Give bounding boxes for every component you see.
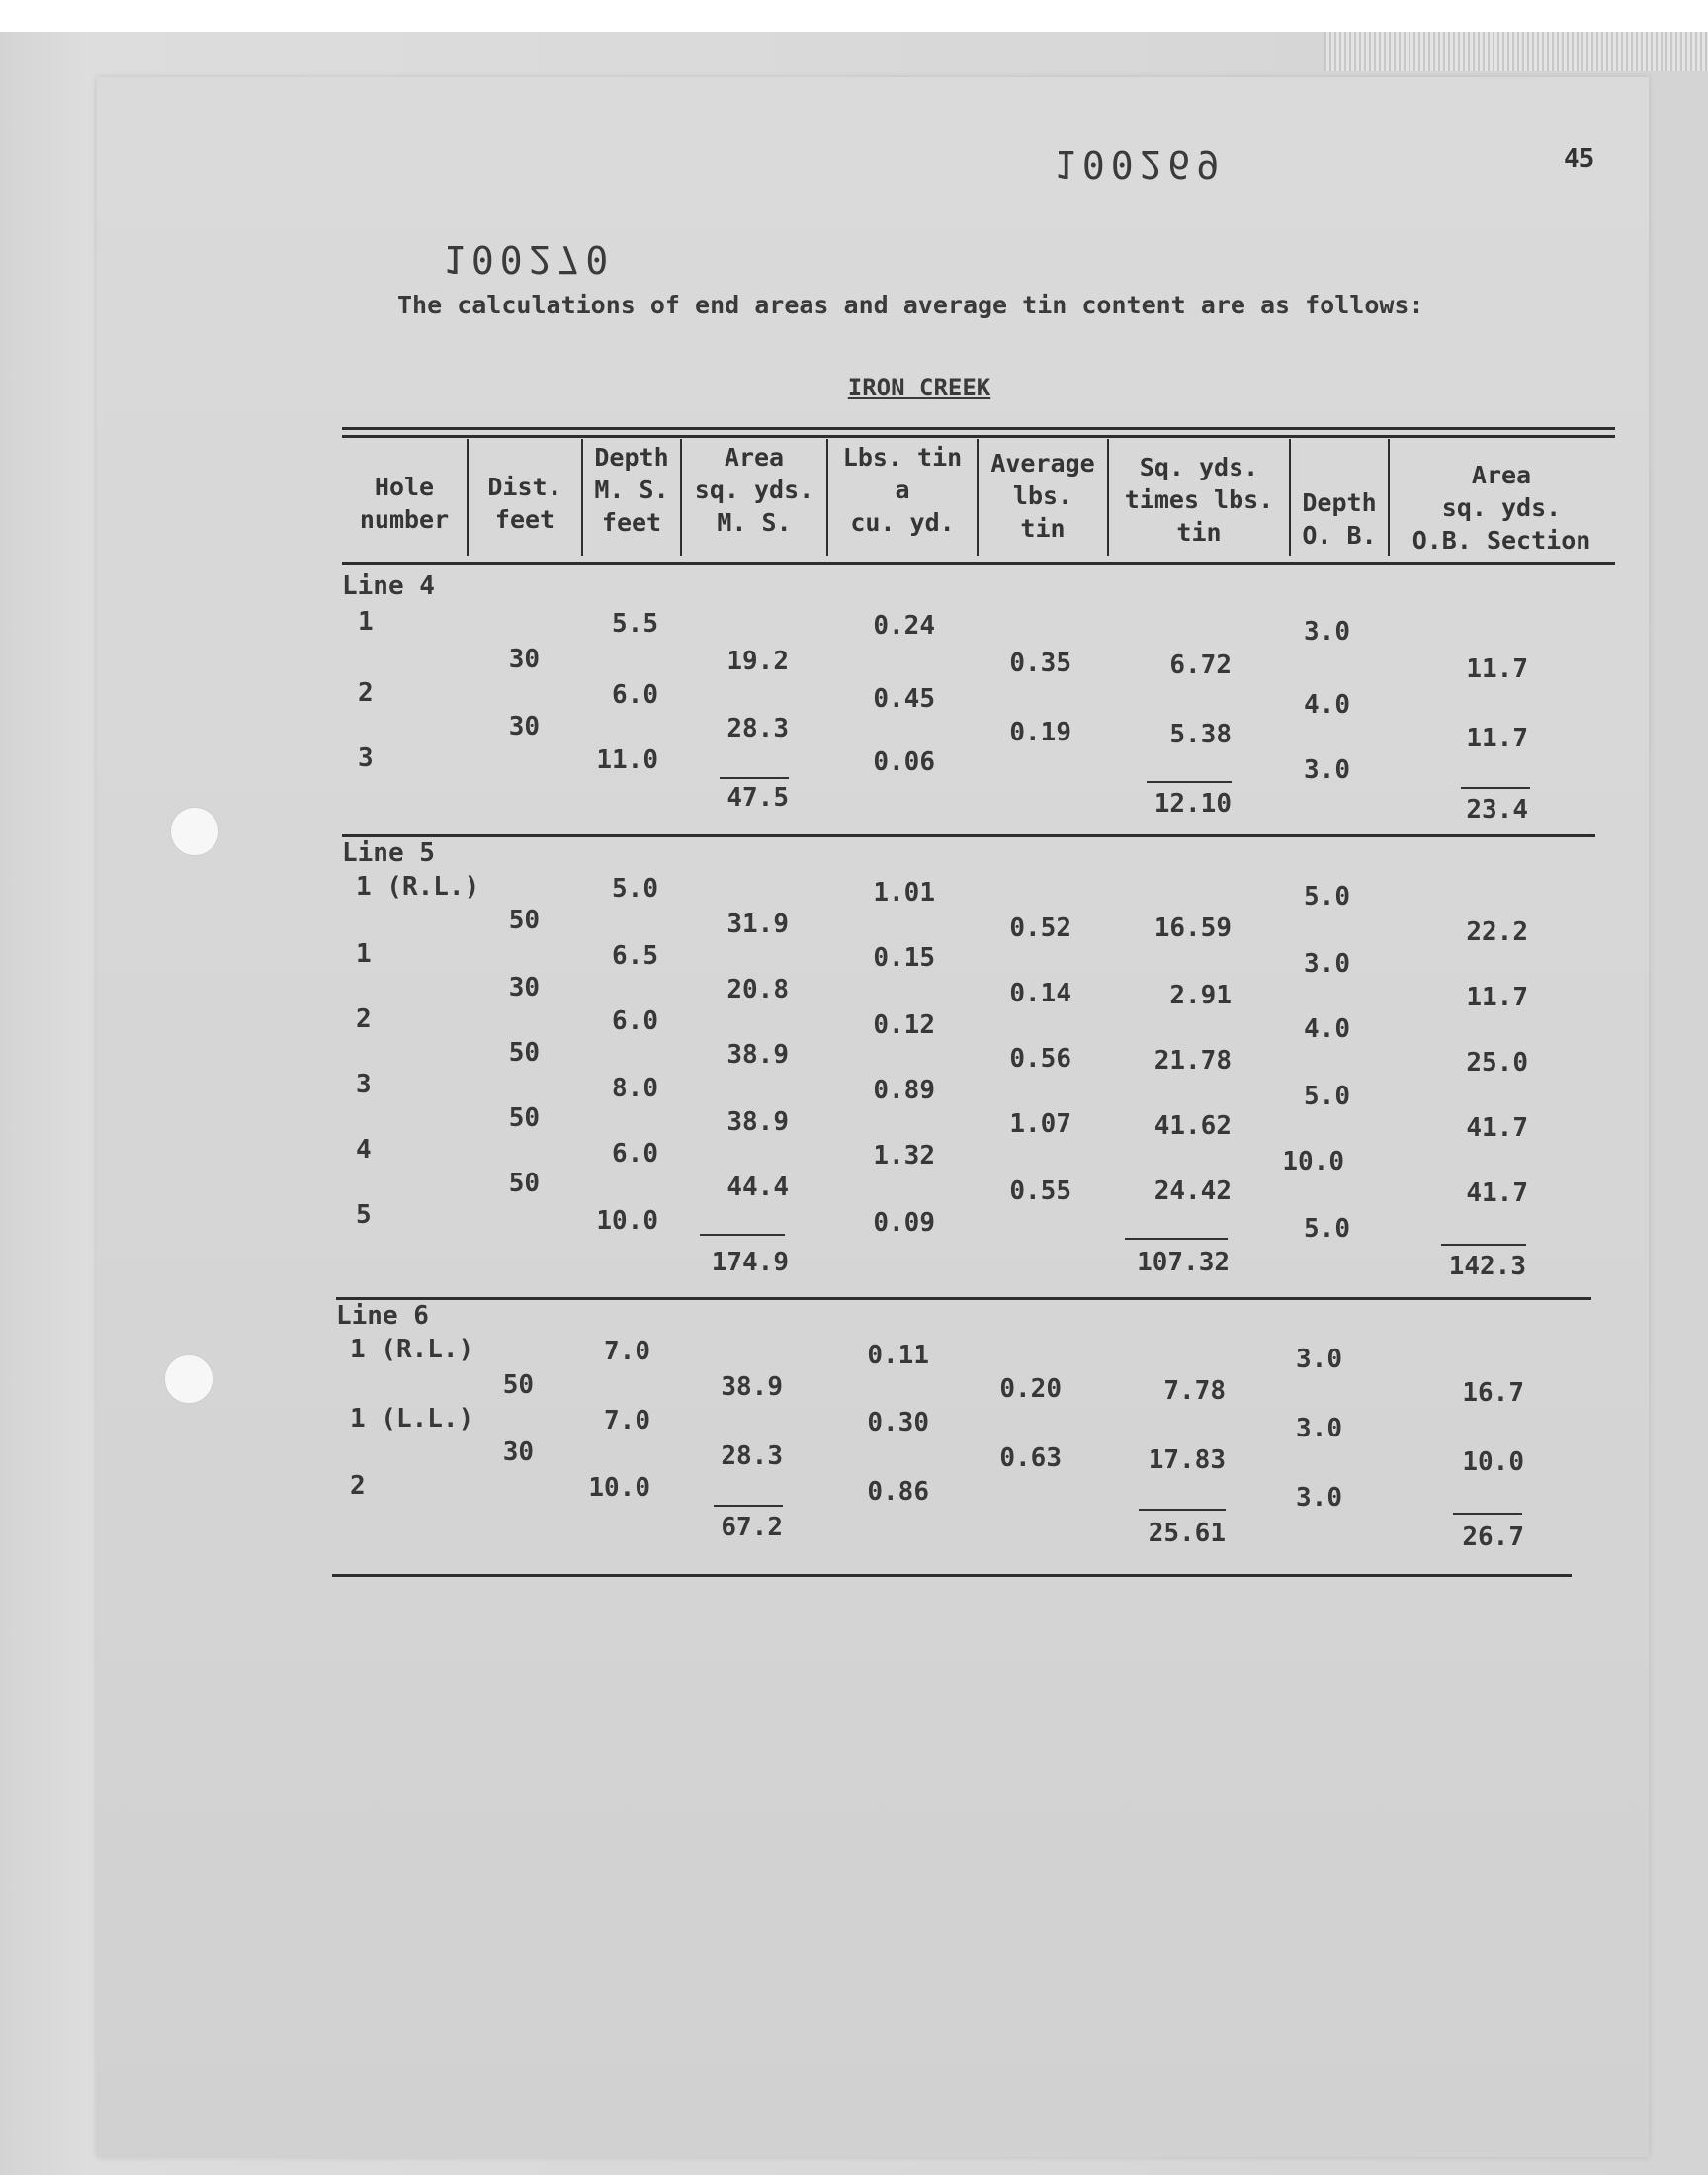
sq-yds-times-lbs: 17.83 bbox=[1148, 1445, 1226, 1475]
total-sq-yds-times-lbs: 25.61 bbox=[1148, 1519, 1226, 1548]
lbs-tin: 0.24 bbox=[873, 611, 935, 641]
lbs-tin: 0.86 bbox=[867, 1477, 929, 1507]
depth-ms: 5.5 bbox=[612, 609, 658, 639]
depth-ob: 3.0 bbox=[1304, 949, 1350, 979]
area-ms: 44.4 bbox=[726, 1173, 789, 1202]
hole-number: 2 bbox=[350, 1471, 366, 1501]
depth-ob: 3.0 bbox=[1296, 1483, 1342, 1513]
area-ob: 11.7 bbox=[1466, 654, 1528, 684]
area-ob: 22.2 bbox=[1466, 917, 1528, 947]
total-area-ms: 67.2 bbox=[721, 1513, 783, 1542]
dist-feet: 50 bbox=[508, 1038, 540, 1068]
area-ob: 11.7 bbox=[1466, 983, 1528, 1012]
sum-line bbox=[1147, 781, 1232, 783]
total-sq-yds-times-lbs: 12.10 bbox=[1153, 789, 1232, 819]
area-ms: 31.9 bbox=[726, 910, 789, 939]
area-ob: 25.0 bbox=[1466, 1048, 1528, 1078]
depth-ob: 3.0 bbox=[1296, 1414, 1342, 1443]
area-ms: 38.9 bbox=[726, 1040, 789, 1070]
sq-yds-times-lbs: 5.38 bbox=[1169, 720, 1232, 749]
area-ob: 10.0 bbox=[1462, 1447, 1524, 1477]
lbs-tin: 0.11 bbox=[867, 1341, 929, 1370]
depth-ms: 10.0 bbox=[596, 1206, 658, 1236]
header-bottom-rule bbox=[342, 562, 1615, 565]
hole-number: 2 bbox=[356, 1004, 372, 1034]
header-sq-yds-times: Sq. yds. times lbs. tin bbox=[1124, 453, 1274, 547]
section-label: Line 4 bbox=[342, 571, 435, 601]
average-lbs: 0.14 bbox=[1009, 979, 1071, 1008]
depth-ms: 6.0 bbox=[612, 1006, 658, 1036]
area-ob: 16.7 bbox=[1462, 1378, 1524, 1408]
section-rule bbox=[342, 834, 1595, 837]
depth-ms: 11.0 bbox=[596, 745, 658, 775]
lbs-tin: 0.06 bbox=[873, 747, 935, 777]
hole-number: 1 bbox=[358, 607, 374, 637]
area-ob: 11.7 bbox=[1466, 724, 1528, 753]
total-sq-yds-times-lbs: 107.32 bbox=[1137, 1248, 1230, 1277]
sum-line bbox=[1441, 1244, 1526, 1246]
hole-number: 1 (L.L.) bbox=[350, 1404, 474, 1434]
header-dist-feet: Dist. feet bbox=[487, 473, 562, 534]
stamp-top-number: 100269 bbox=[1054, 142, 1226, 186]
average-lbs: 0.35 bbox=[1009, 649, 1071, 678]
average-lbs: 0.63 bbox=[999, 1443, 1062, 1473]
depth-ms: 6.5 bbox=[612, 941, 658, 971]
average-lbs: 1.07 bbox=[1009, 1109, 1071, 1139]
area-ms: 38.9 bbox=[726, 1107, 789, 1137]
hole-number: 2 bbox=[358, 678, 374, 708]
lbs-tin: 1.32 bbox=[873, 1141, 935, 1171]
table-heading: IRON CREEK bbox=[847, 374, 991, 401]
lbs-tin: 1.01 bbox=[873, 878, 935, 908]
header-depth-ms: Depth M. S. feet bbox=[594, 443, 669, 537]
sq-yds-times-lbs: 2.91 bbox=[1169, 981, 1232, 1010]
hole-number: 4 bbox=[356, 1135, 372, 1165]
hole-number: 3 bbox=[356, 1070, 372, 1099]
depth-ob: 3.0 bbox=[1296, 1345, 1342, 1374]
punch-hole-upper bbox=[170, 807, 219, 856]
depth-ob: 4.0 bbox=[1304, 1014, 1350, 1044]
sum-line bbox=[1125, 1238, 1228, 1240]
dist-feet: 50 bbox=[508, 1103, 540, 1133]
depth-ms: 7.0 bbox=[604, 1406, 650, 1436]
sq-yds-times-lbs: 24.42 bbox=[1153, 1176, 1232, 1206]
stamp-left-number: 100270 bbox=[443, 237, 615, 281]
intro-sentence: The calculations of end areas and average tin content are as follows: bbox=[397, 291, 1424, 319]
dist-feet: 30 bbox=[502, 1437, 534, 1467]
dist-feet: 50 bbox=[508, 1169, 540, 1198]
table-top-rule bbox=[342, 427, 1615, 430]
depth-ob: 5.0 bbox=[1304, 1214, 1350, 1244]
header-average-lbs: Average lbs. tin bbox=[990, 449, 1095, 543]
depth-ob: 3.0 bbox=[1304, 755, 1350, 785]
average-lbs: 0.19 bbox=[1009, 718, 1071, 747]
sq-yds-times-lbs: 16.59 bbox=[1153, 914, 1232, 943]
dist-feet: 30 bbox=[508, 973, 540, 1002]
sq-yds-times-lbs: 7.78 bbox=[1163, 1376, 1226, 1406]
depth-ms: 10.0 bbox=[588, 1473, 650, 1503]
total-area-ms: 47.5 bbox=[726, 783, 789, 813]
depth-ob: 5.0 bbox=[1304, 882, 1350, 912]
sum-line bbox=[700, 1234, 785, 1236]
area-ms: 19.2 bbox=[726, 647, 789, 676]
table-top-rule-second bbox=[342, 435, 1615, 438]
depth-ob: 10.0 bbox=[1282, 1147, 1344, 1176]
average-lbs: 0.20 bbox=[999, 1374, 1062, 1404]
table-bottom-rule bbox=[332, 1574, 1572, 1577]
hole-number: 1 (R.L.) bbox=[350, 1335, 474, 1364]
punch-hole-lower bbox=[164, 1354, 214, 1404]
sum-line bbox=[1139, 1509, 1226, 1511]
sq-yds-times-lbs: 21.78 bbox=[1153, 1046, 1232, 1076]
depth-ms: 5.0 bbox=[612, 874, 658, 904]
depth-ob: 3.0 bbox=[1304, 617, 1350, 647]
depth-ms: 6.0 bbox=[612, 680, 658, 710]
lbs-tin: 0.09 bbox=[873, 1208, 935, 1238]
area-ms: 20.8 bbox=[726, 975, 789, 1004]
depth-ob: 4.0 bbox=[1304, 690, 1350, 720]
dist-feet: 50 bbox=[508, 906, 540, 935]
sq-yds-times-lbs: 6.72 bbox=[1169, 651, 1232, 680]
lbs-tin: 0.89 bbox=[873, 1076, 935, 1105]
section-label: Line 6 bbox=[336, 1301, 429, 1331]
dist-feet: 30 bbox=[508, 645, 540, 674]
area-ms: 28.3 bbox=[726, 714, 789, 743]
lbs-tin: 0.12 bbox=[873, 1010, 935, 1040]
dist-feet: 30 bbox=[508, 712, 540, 741]
depth-ms: 8.0 bbox=[612, 1074, 658, 1103]
section-label: Line 5 bbox=[342, 838, 435, 868]
average-lbs: 0.56 bbox=[1009, 1044, 1071, 1074]
sum-line bbox=[720, 777, 789, 779]
hole-number: 5 bbox=[356, 1200, 372, 1230]
hole-number: 3 bbox=[358, 743, 374, 773]
average-lbs: 0.52 bbox=[1009, 914, 1071, 943]
total-area-ms: 174.9 bbox=[711, 1248, 789, 1277]
lbs-tin: 0.30 bbox=[867, 1408, 929, 1437]
depth-ms: 7.0 bbox=[604, 1337, 650, 1366]
average-lbs: 0.55 bbox=[1009, 1176, 1071, 1206]
area-ob: 41.7 bbox=[1466, 1178, 1528, 1208]
hole-number: 1 bbox=[356, 939, 372, 969]
total-area-ob: 26.7 bbox=[1462, 1522, 1524, 1552]
header-area-ob: Area sq. yds. O.B. Section bbox=[1411, 461, 1591, 555]
header-hole-number: Hole number bbox=[359, 473, 450, 534]
sum-line bbox=[1453, 1513, 1522, 1515]
area-ob: 41.7 bbox=[1466, 1113, 1528, 1143]
lbs-tin: 0.45 bbox=[873, 684, 935, 714]
sum-line bbox=[1461, 787, 1530, 789]
section-rule bbox=[336, 1297, 1591, 1300]
header-area-ms: Area sq. yds. M. S. bbox=[694, 443, 814, 537]
depth-ms: 6.0 bbox=[612, 1139, 658, 1169]
sum-line bbox=[714, 1505, 783, 1507]
area-ms: 28.3 bbox=[721, 1441, 783, 1471]
page-number: 45 bbox=[1564, 144, 1595, 174]
area-ms: 38.9 bbox=[721, 1372, 783, 1402]
total-area-ob: 23.4 bbox=[1466, 795, 1528, 825]
header-depth-ob: Depth O. B. bbox=[1302, 488, 1377, 550]
hole-number: 1 (R.L.) bbox=[356, 872, 480, 902]
sq-yds-times-lbs: 41.62 bbox=[1153, 1111, 1232, 1141]
depth-ob: 5.0 bbox=[1304, 1082, 1350, 1111]
total-area-ob: 142.3 bbox=[1448, 1252, 1526, 1281]
dist-feet: 50 bbox=[502, 1370, 534, 1400]
scanner-edge-stripe bbox=[1324, 32, 1708, 71]
header-lbs-tin: Lbs. tin a cu. yd. bbox=[842, 443, 963, 537]
lbs-tin: 0.15 bbox=[873, 943, 935, 973]
